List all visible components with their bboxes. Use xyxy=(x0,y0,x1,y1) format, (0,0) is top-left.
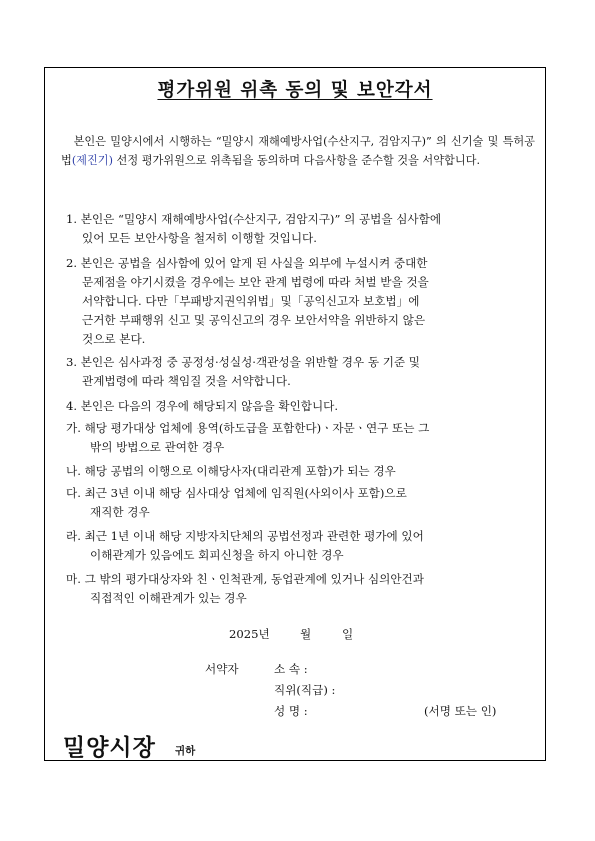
clause-2-line-2: 문제점을 야기시켰을 경우에는 보안 관계 법령에 따라 처벌 받을 것을 xyxy=(82,275,429,289)
clause-1-line-2: 있어 모든 보안사항을 철저히 이행할 것입니다. xyxy=(82,231,317,245)
subclause-ra-line-2: 이해관계가 있음에도 회피신청을 하지 아니한 경우 xyxy=(90,548,344,562)
subclause-ga-line-2: 밖의 방법으로 관여한 경우 xyxy=(90,440,225,454)
clause-2-line-5: 것으로 본다. xyxy=(82,332,146,346)
date-month: 월 xyxy=(300,627,312,641)
subclause-da-line-2: 재직한 경우 xyxy=(90,505,150,519)
subclause-ra-line-1: 라. 최근 1년 이내 해당 지방자치단체의 공법선정과 관련한 평가에 있어 xyxy=(66,529,424,543)
subclause-da-line-1: 다. 최근 3년 이내 해당 심사대상 업체에 임직원(사외이사 포함)으로 xyxy=(66,486,407,500)
date-year: 2025년 xyxy=(229,627,270,641)
subclause-na-line-1: 나. 해당 공법의 이행으로 이해당사자(대리관계 포함)가 되는 경우 xyxy=(66,464,396,478)
clause-3-line-1: 3. 본인은 심사과정 중 공정성·성실성·객관성을 위반할 경우 동 기준 및 xyxy=(66,355,420,369)
signer-label: 서약자 xyxy=(205,662,239,676)
document-title: 평가위원 위촉 동의 및 보안각서 xyxy=(157,80,433,101)
pledge-document xyxy=(44,67,546,761)
clause-4-line-1: 4. 본인은 다음의 경우에 해당되지 않음을 확인합니다. xyxy=(66,399,339,413)
position-label: 직위(직급) : xyxy=(274,683,336,697)
clause-3-line-2: 관계법령에 따라 책임질 것을 서약합니다. xyxy=(82,374,291,388)
affiliation-label: 소 속 : xyxy=(274,662,308,676)
subclause-ga-line-1: 가. 해당 평가대상 업체에 용역(하도급을 포함한다)ㆍ자문ㆍ연구 또는 그 xyxy=(66,421,430,435)
subclause-ma-line-1: 마. 그 밖의 평가대상자와 친ㆍ인척관계, 동업관계에 있거나 심의안건과 xyxy=(66,572,424,586)
clause-2-line-3: 서약합니다. 다만「부패방지권익위법」및「공익신고자 보호법」에 xyxy=(82,294,420,308)
date-day: 일 xyxy=(342,627,354,641)
sign-or-seal-hint: (서명 또는 인) xyxy=(424,704,497,718)
intro-text-before: 본인은 밀양시에서 시행하는 “밀양시 재해예방사업(수산지구, 검암지구)” 의 신기술 및 특허공법 xyxy=(61,135,535,167)
subclause-ma-line-2: 직접적인 이해관계가 있는 경우 xyxy=(90,591,247,605)
intro-text-after: 선정 평가위원으로 위촉됨을 동의하며 다음사항을 준수할 것을 서약합니다. xyxy=(112,154,480,167)
clause-1-line-1: 1. 본인은 “밀양시 재해예방사업(수산지구, 검암지구)” 의 공법을 심사함에 xyxy=(66,212,442,226)
intro-highlight: (제진기) xyxy=(71,154,113,167)
name-label: 성 명 : xyxy=(274,704,308,718)
intro-paragraph xyxy=(61,132,535,170)
clause-2-line-4: 근거한 부패행위 신고 및 공익신고의 경우 보안서약을 위반하지 않은 xyxy=(82,313,426,327)
recipient-honorific: 귀하 xyxy=(175,745,196,757)
clause-2-line-1: 2. 본인은 공법을 심사함에 있어 알게 된 사실을 외부에 누설시켜 중대한 xyxy=(66,256,428,270)
recipient-name: 밀양시장 xyxy=(63,735,156,761)
